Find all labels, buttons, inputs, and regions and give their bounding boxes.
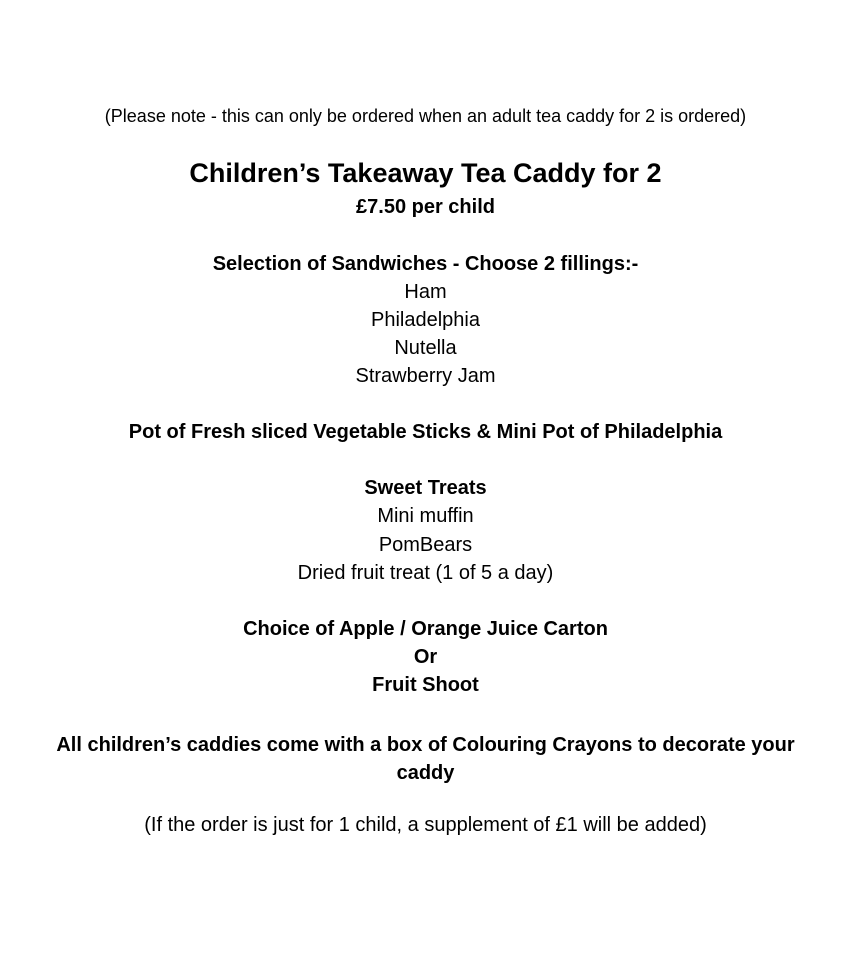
sweet-item-dried-fruit: Dried fruit treat (1 of 5 a day) — [297, 562, 554, 584]
price-per-child: £7.50 per child — [356, 196, 495, 218]
page-title: Children’s Takeaway Tea Caddy for 2 — [189, 158, 662, 188]
sandwiches-heading: Selection of Sandwiches - Choose 2 fillings:- — [212, 253, 639, 275]
sandwich-item-ham: Ham — [404, 281, 447, 303]
drinks-line-1: Choice of Apple / Orange Juice Carton — [243, 618, 608, 640]
sandwich-item-nutella: Nutella — [394, 337, 457, 359]
sandwich-item-strawberry-jam: Strawberry Jam — [355, 365, 496, 387]
sweet-item-mini-muffin: Mini muffin — [377, 505, 474, 527]
order-note: (Please note - this can only be ordered when an adult tea caddy for 2 is ordered) — [104, 106, 747, 126]
sandwich-item-philadelphia: Philadelphia — [371, 309, 480, 331]
supplement-note: (If the order is just for 1 child, a supplement of £1 will be added) — [144, 814, 707, 836]
vegetables-line: Pot of Fresh sliced Vegetable Sticks & Mini Pot of Philadelphia — [128, 421, 723, 443]
crayons-note: All children’s caddies come with a box of Colouring Crayons to decorate your caddy — [56, 734, 795, 784]
sweet-treats-heading: Sweet Treats — [364, 477, 487, 499]
sweet-item-pombears: PomBears — [378, 534, 473, 556]
drinks-line-or: Or — [413, 646, 438, 668]
drinks-line-3: Fruit Shoot — [372, 674, 479, 696]
